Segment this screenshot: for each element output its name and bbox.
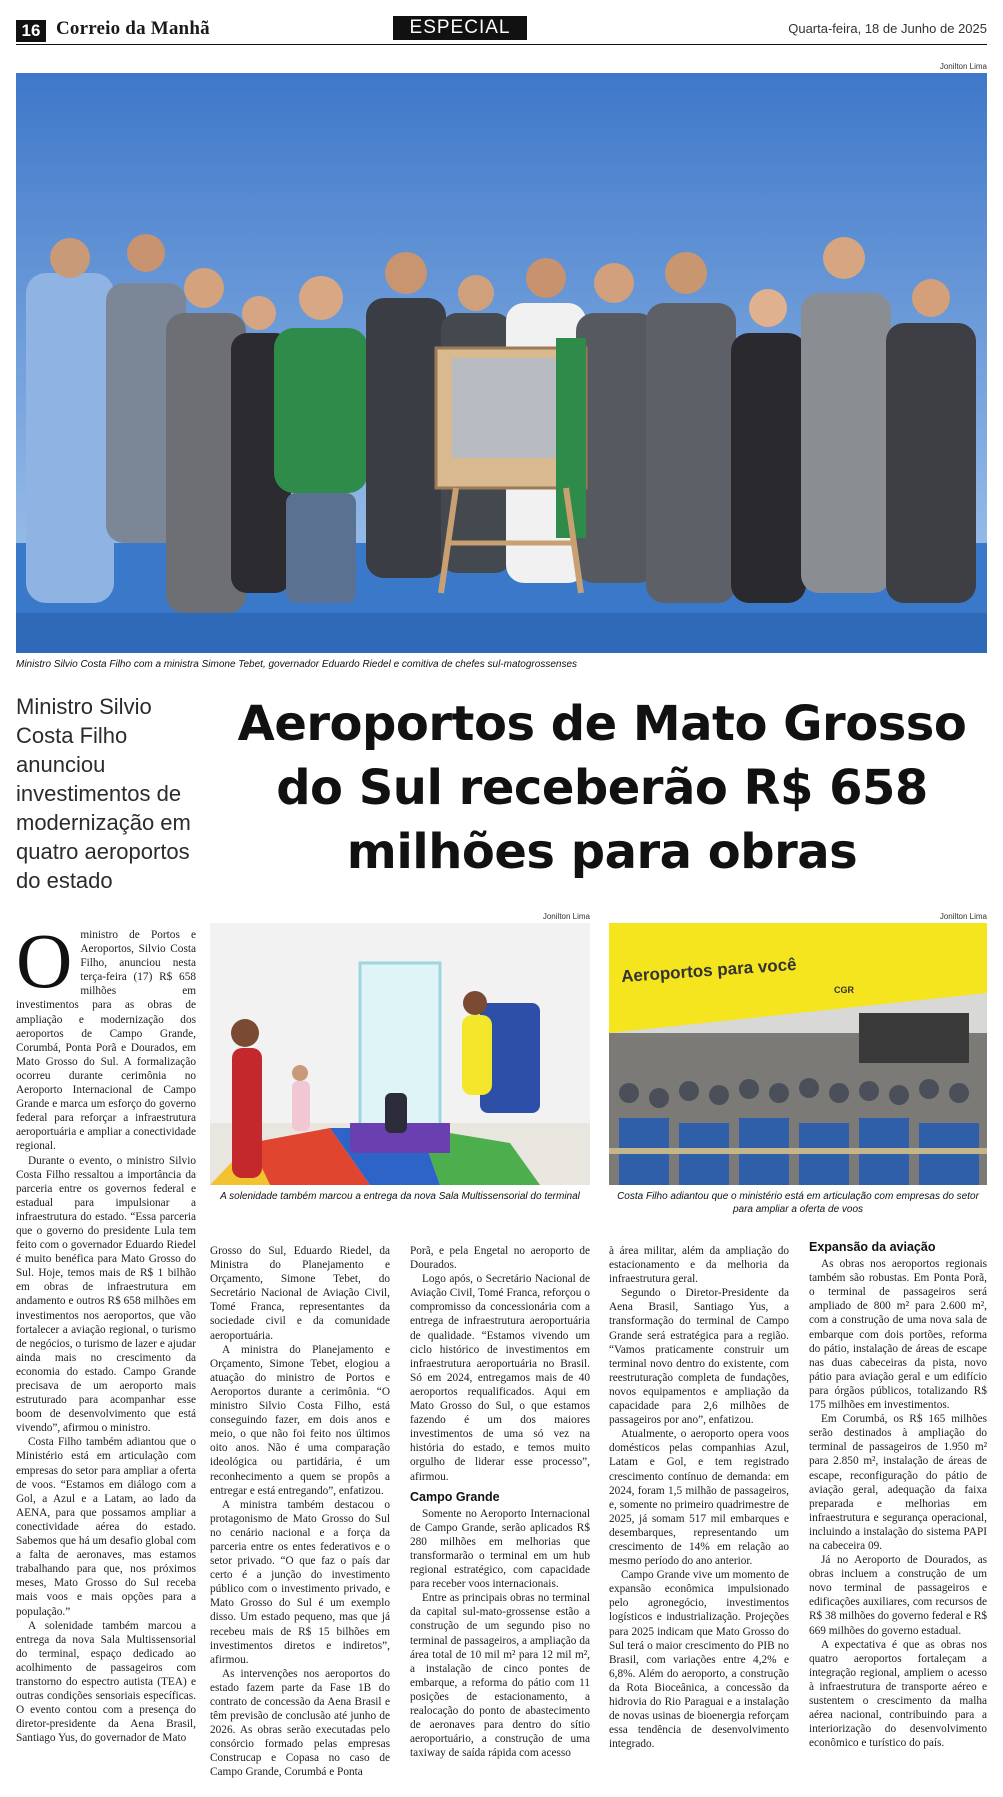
paragraph: Logo após, o Secretário Nacional de Aviação Civil, Tomé Franca, reforçou o compromisso da concessionária com a entrega de infraestrutura aeroportuária de qualidade. “Estamos vivendo um ciclo histórico de investimentos em infraestrutura aeroportuária no Brasil. Só em 2024, entregamos mais de 40 aeroportos requalificados. Aqui em Mato Grosso do Sul, o que estamos fazendo é um dos maiores investimentos de uma só vez na história do estado, e temos muito orgulho de liderar esse processo”, afirmou. xyxy=(410,1273,590,1483)
paragraph: Durante o evento, o ministro Silvio Costa Filho ressaltou a importância da parceria entre os governos federal e estadual para impulsionar a infraestrutura do estado. “Essa parceria que o governo do presidente Lula tem feito com o governador Eduardo Riedel é muito benéfica para Mato Grosso do Sul. Hoje, temos mais de R$ 1 bilhão em obras de infraestrutura em andamento e outros R$ 658 milhões em investimentos nos aeroportos, que vão fortalecer a aviação regional, o turismo de negócios, o turismo de lazer e ajudar ainda mais no crescimento da economia do estado. Campo Grande precisava de um aeroporto mais estruturado para acompanhar esse boom de desenvolvimento que está vivendo”, afirmou o ministro. xyxy=(16,1154,196,1435)
paragraph: Porã, e pela Engetal no aeroporto de Dourados. xyxy=(410,1245,590,1272)
header-rule xyxy=(16,44,987,45)
paragraph: à área militar, além da ampliação do estacionamento e da melhoria da infraestrutura geral. xyxy=(609,1245,789,1286)
article-column-5 xyxy=(809,1240,987,1750)
sensory-room-photo xyxy=(210,923,590,1185)
paragraph: A ministra do Planejamento e Orçamento, Simone Tebet, elogiou a atuação do ministro de Portos e Aeroportos durante a cerimônia. “O ministro Silvio Costa Filho, está conseguindo fazer, em dois anos e meio, o que não foi feito nos últimos oito anos. Não é uma comparação ideológica ou partidária, é um reconhecimento a quem se propôs a entregar e está entregando”, enfatizou. xyxy=(210,1343,390,1497)
photo3-sign-code: CGR xyxy=(834,985,854,995)
page-number: 16 xyxy=(16,20,46,42)
paragraph: A expectativa é que as obras nos quatro aeroportos fortaleçam a integração regional, ampliem o acesso à infraestrutura de transporte aéreo e sustentem o crescimento da malha aérea nacional, contribuindo para a interiorização do desenvolvimento econômico e turístico do país. xyxy=(809,1638,987,1750)
paragraph: ministro de Portos e Aeroportos, Silvio Costa Filho, anunciou nesta terça-feira (17) R$ 658 milhões em investimentos para as obras de ampliação e modernização dos aeroportos de Campo Grande, Corumbá, Ponta Porã e Dourados, em Mato Grosso do Sul. A formalização ocorreu durante cerimônia no Aeroporto Internacional de Campo Grande e marca um esforço do governo federal para reforçar a infraestrutura aeroportuária e ampliar a conectividade regional. xyxy=(16,929,196,1153)
photo3-credit: Jonilton Lima xyxy=(939,912,987,921)
paragraph: A solenidade também marcou a entrega da nova Sala Multissensorial do terminal, espaço dedicado ao acolhimento de passageiros com transtorno do espectro autista (TEA) e outras condições sensoriais específicas. O evento contou com a presença do diretor-presidente da Aena Brasil, Santiago Yus, do governador de Mato xyxy=(16,1619,196,1745)
paragraph: Costa Filho também adiantou que o Ministério está em articulação com empresas do setor para ampliar a oferta de voos. “Estamos em diálogo com a Gol, a Azul e a Latam, ao lado da AENA, para que possamos ampliar a conectividade aérea do estado. Sabemos que há um desafio global com a falta de aeronaves, mas estamos trabalhando para que, nos próximos meses, Mato Grosso do Sul receba mais voos e mais opções para a população.” xyxy=(16,1436,196,1618)
article-headline: Aeroportos de Mato Grosso do Sul receberão R$ 658 milhões para obras xyxy=(237,696,967,880)
section-label: ESPECIAL xyxy=(393,16,527,40)
article-column-3 xyxy=(410,1244,590,1760)
newspaper-name: Correio da Manhã xyxy=(56,18,210,39)
photo3-sign-text: Aeroportos para você xyxy=(620,954,798,987)
paragraph: Já no Aeroporto de Dourados, as obras incluem a construção de um novo terminal de passageiros e edificações auxiliares, com recursos de R$ 38 milhões do governo federal e R$ 669 milhões do governo estadual. xyxy=(809,1554,987,1637)
main-photo-caption: Ministro Silvio Costa Filho com a ministra Simone Tebet, governador Eduardo Riedel e comitiva de chefes sul-matogrossenses xyxy=(16,659,578,670)
section-heading-expansao: Expansão da aviação xyxy=(809,1240,936,1254)
event-audience-photo xyxy=(609,923,987,1185)
paragraph: A ministra também destacou o protagonismo de Mato Grosso do Sul no cenário nacional e a força da parceria entre os entes federativos e o setor privado. “O que faz o país dar certo é a junção do investimento público com o investimento privado, e Mato Grosso do Sul é um exemplo disso. Um estado pequeno, mas que já recebeu mais de R$ 15 bilhões em investimentos diretos e indiretos”, afirmou. xyxy=(210,1498,390,1666)
paragraph: Campo Grande vive um momento de expansão econômica impulsionado pelo agronegócio, investimentos logísticos e industrialização. Projeções para 2025 indicam que Mato Grosso do Sul terá o maior crescimento do PIB no Brasil, com variações entre 4,2% e 6,8%. Além do aeroporto, a construção da Rota Bioceânica, a concessão da hidrovia do Rio Paraguai e a instalação de novas usinas de bioenergia reforçam essa tendência de desenvolvimento integrado. xyxy=(609,1569,789,1751)
photo2-caption: A solenidade também marcou a entrega da nova Sala Multissensorial do terminal xyxy=(220,1191,580,1202)
article-subhead: Ministro Silvio Costa Filho anunciou investimentos de modernização em quatro aeroportos do estado xyxy=(16,694,191,893)
article-column-1 xyxy=(16,917,196,1745)
main-photo xyxy=(16,73,987,653)
photo3-caption: Costa Filho adiantou que o ministério está em articulação com empresas do setor para ampliar a oferta de voos xyxy=(617,1191,979,1215)
drop-cap: O xyxy=(16,917,73,1004)
main-photo-credit: Jonilton Lima xyxy=(939,62,987,71)
article-column-2 xyxy=(210,1244,390,1780)
paragraph: As intervenções nos aeroportos do estado fazem parte da Fase 1B do contrato de concessão da Aena Brasil e têm previsão de conclusão até junho de 2026. As obras serão executadas pelo consórcio formado pelas empresas Construcap e Copasa no caso de Campo Grande, Corumbá e Ponta xyxy=(210,1667,390,1779)
photo2-credit: Jonilton Lima xyxy=(542,912,590,921)
paragraph: Entre as principais obras no terminal da capital sul-mato-grossense estão a construção de um segundo piso no terminal de passageiros, a ampliação da área total de 10 mil m² para 12 mil m², a instalação de cinco pontes de embarque, a reforma do pátio com 11 posições de estacionamento, a realocação do ponto de abastecimento de aeronaves para dentro do sítio aeroportuário, a construção de uma taxiway de saída rápida com acesso xyxy=(410,1592,590,1760)
paragraph: Em Corumbá, os R$ 165 milhões serão destinados à ampliação do terminal de passageiros de 1.950 m² para 2.850 m², instalação de áreas de escape, reconfiguração do pátio de aviação geral, adequação da faixa preparada e melhorias em infraestrutura e segurança operacional, incluindo a instalação do sistema PAPI na cabeceira 09. xyxy=(809,1413,987,1552)
paragraph: Somente no Aeroporto Internacional de Campo Grande, serão aplicados R$ 280 milhões em melhorias que transformarão o terminal em um hub regional estratégico, com capacidade para receber voos internacionais. xyxy=(410,1507,590,1591)
issue-date: Quarta-feira, 18 de Junho de 2025 xyxy=(788,21,987,36)
article-column-4 xyxy=(609,1244,789,1751)
paragraph: As obras nos aeroportos regionais também são robustas. Em Ponta Porã, o terminal de passageiros será ampliado de 800 m² para 2.600 m², com a construção de uma nova sala de embarque com dois portões, reforma do pátio, instalação de áreas de escape nas duas cabeceiras da pista, novo pátio para aviação geral e um edifício para órgãos públicos, totalizando R$ 175 milhões em investimentos. xyxy=(809,1258,987,1412)
paragraph: Atualmente, o aeroporto opera voos domésticos pelas companhias Azul, Latam e Gol, e tem registrado crescimento contínuo de demanda: em 2024, foram 1,5 milhão de passageiros, e, somente no primeiro quadrimestre de 2025, já somam 517 mil embarques e desembarques, representando um crescimento de 14% em relação ao mesmo período do ano anterior. xyxy=(609,1428,789,1568)
section-heading-campo-grande: Campo Grande xyxy=(410,1489,500,1504)
paragraph: Grosso do Sul, Eduardo Riedel, da Ministra do Planejamento e Orçamento, Simone Tebet, do Secretário Nacional de Aviação Civil, Tomé Franca, representantes da sociedade civil e da comunidade aeroportuária. xyxy=(210,1245,390,1342)
paragraph: Segundo o Diretor-Presidente da Aena Brasil, Santiago Yus, a transformação do terminal de Campo Grande será estratégica para a região. “Vamos praticamente construir um terminal novo dentro do existente, com reestruturação completa de fundações, novos equipamentos e ampliação da capacidade para 2,6 milhões de passageiros por ano”, enfatizou. xyxy=(609,1287,789,1427)
